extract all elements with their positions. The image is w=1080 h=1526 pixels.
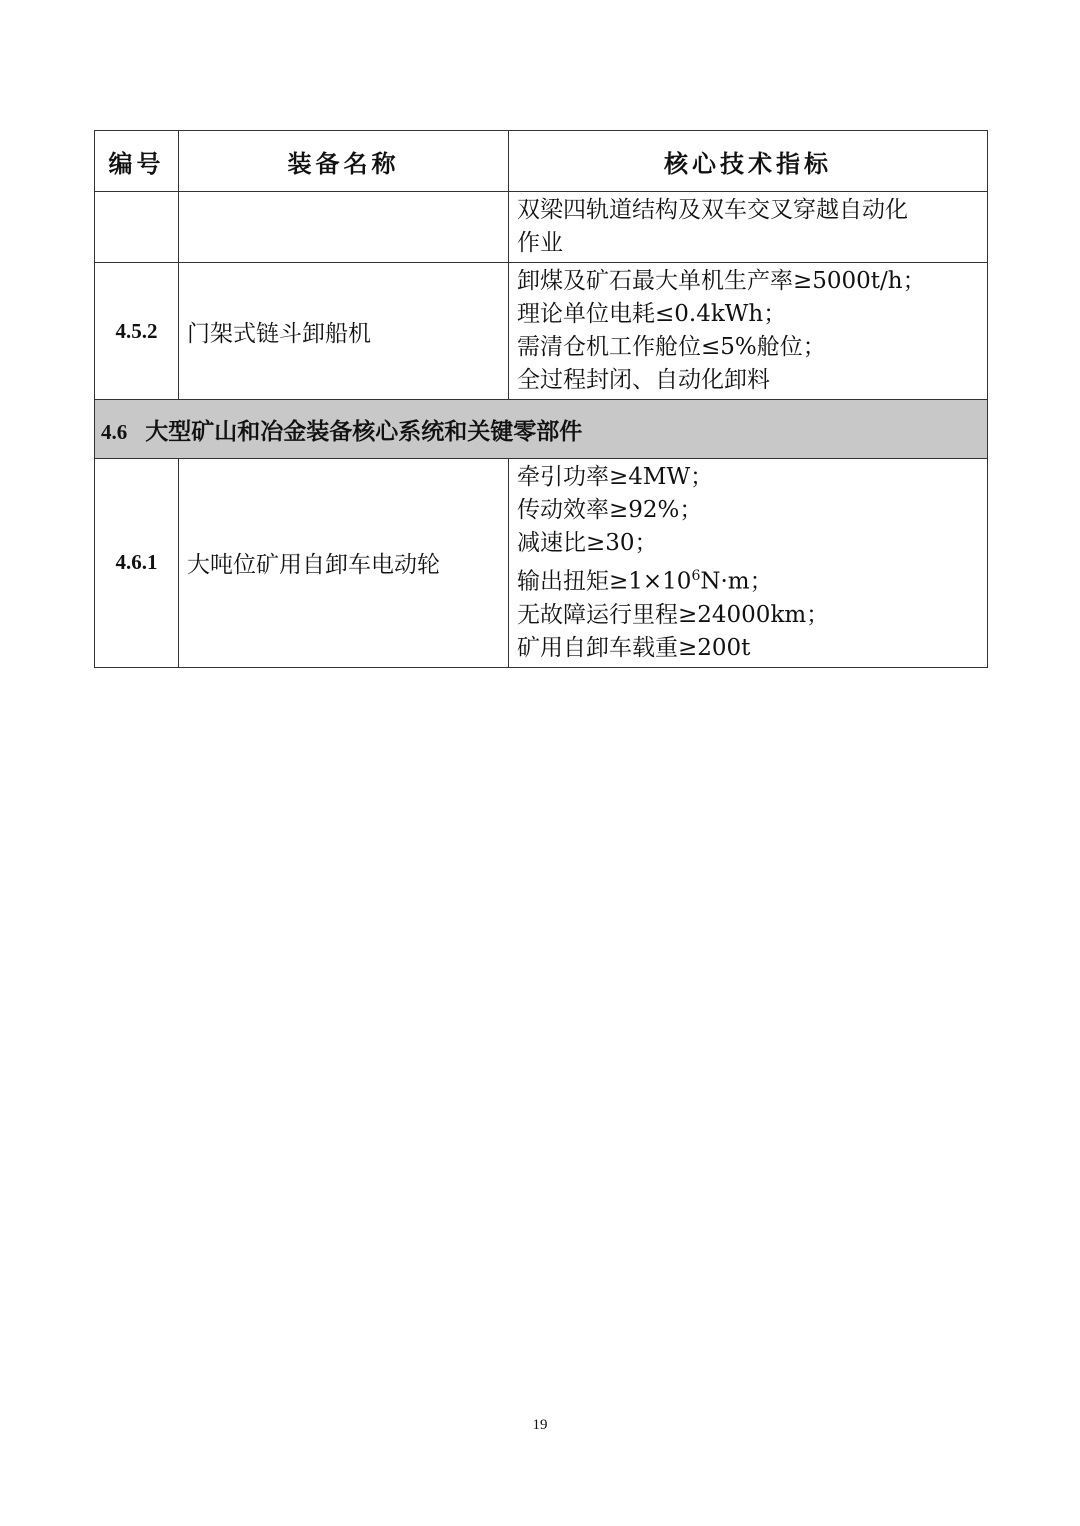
section-title: 大型矿山和冶金装备核心系统和关键零部件 (145, 418, 583, 445)
section-header-row-4-6 (95, 400, 988, 459)
spec-line: 理论单位电耗≤0.4kWh； (517, 301, 787, 327)
table-header-row (95, 131, 988, 192)
header-number: 编号 (95, 131, 179, 192)
spec-line: 卸煤及矿石最大单机生产率≥5000t/h； (517, 268, 926, 294)
torque-exponent: 6 (691, 568, 701, 584)
torque-prefix: 输出扭矩≥1×10 (517, 568, 692, 595)
table-row-continuation (95, 192, 988, 263)
section-header-cell (95, 400, 988, 459)
equipment-spec-table (94, 130, 988, 668)
spec-line: 减速比≥30； (517, 530, 658, 556)
spec-line: 作业 (517, 230, 563, 256)
row-spec-cell (509, 192, 988, 263)
table-row-4-6-1 (95, 459, 988, 668)
spec-line: 无故障运行里程≥24000km； (517, 601, 830, 628)
row-name-cell: 门架式链斗卸船机 (179, 263, 509, 400)
header-equipment-name: 装备名称 (179, 131, 509, 192)
row-number-cell (95, 192, 179, 263)
spec-line: 传动效率≥92%； (517, 497, 703, 523)
row-name-cell (179, 192, 509, 263)
spec-line: 矿用自卸车载重≥200t (517, 634, 751, 661)
table-row-4-5-2 (95, 263, 988, 400)
torque-suffix: N·m； (700, 568, 773, 595)
row-spec-cell (509, 263, 988, 400)
spec-line: 牵引功率≥4MW； (517, 464, 714, 490)
section-number: 4.6 (101, 419, 128, 444)
spec-line: 全过程封闭、自动化卸料 (517, 367, 770, 393)
header-core-specs: 核心技术指标 (509, 131, 988, 192)
row-name-cell: 大吨位矿用自卸车电动轮 (179, 459, 509, 668)
row-number-cell: 4.6.1 (95, 459, 179, 668)
page-number: 19 (532, 1417, 548, 1433)
spec-line: 需清仓机工作舱位≤5%舱位； (517, 334, 826, 360)
row-spec-cell (509, 459, 988, 668)
spec-line: 双梁四轨道结构及双车交叉穿越自动化 (517, 197, 908, 223)
spec-line-torque (517, 560, 979, 599)
row-number-cell: 4.5.2 (95, 263, 179, 400)
